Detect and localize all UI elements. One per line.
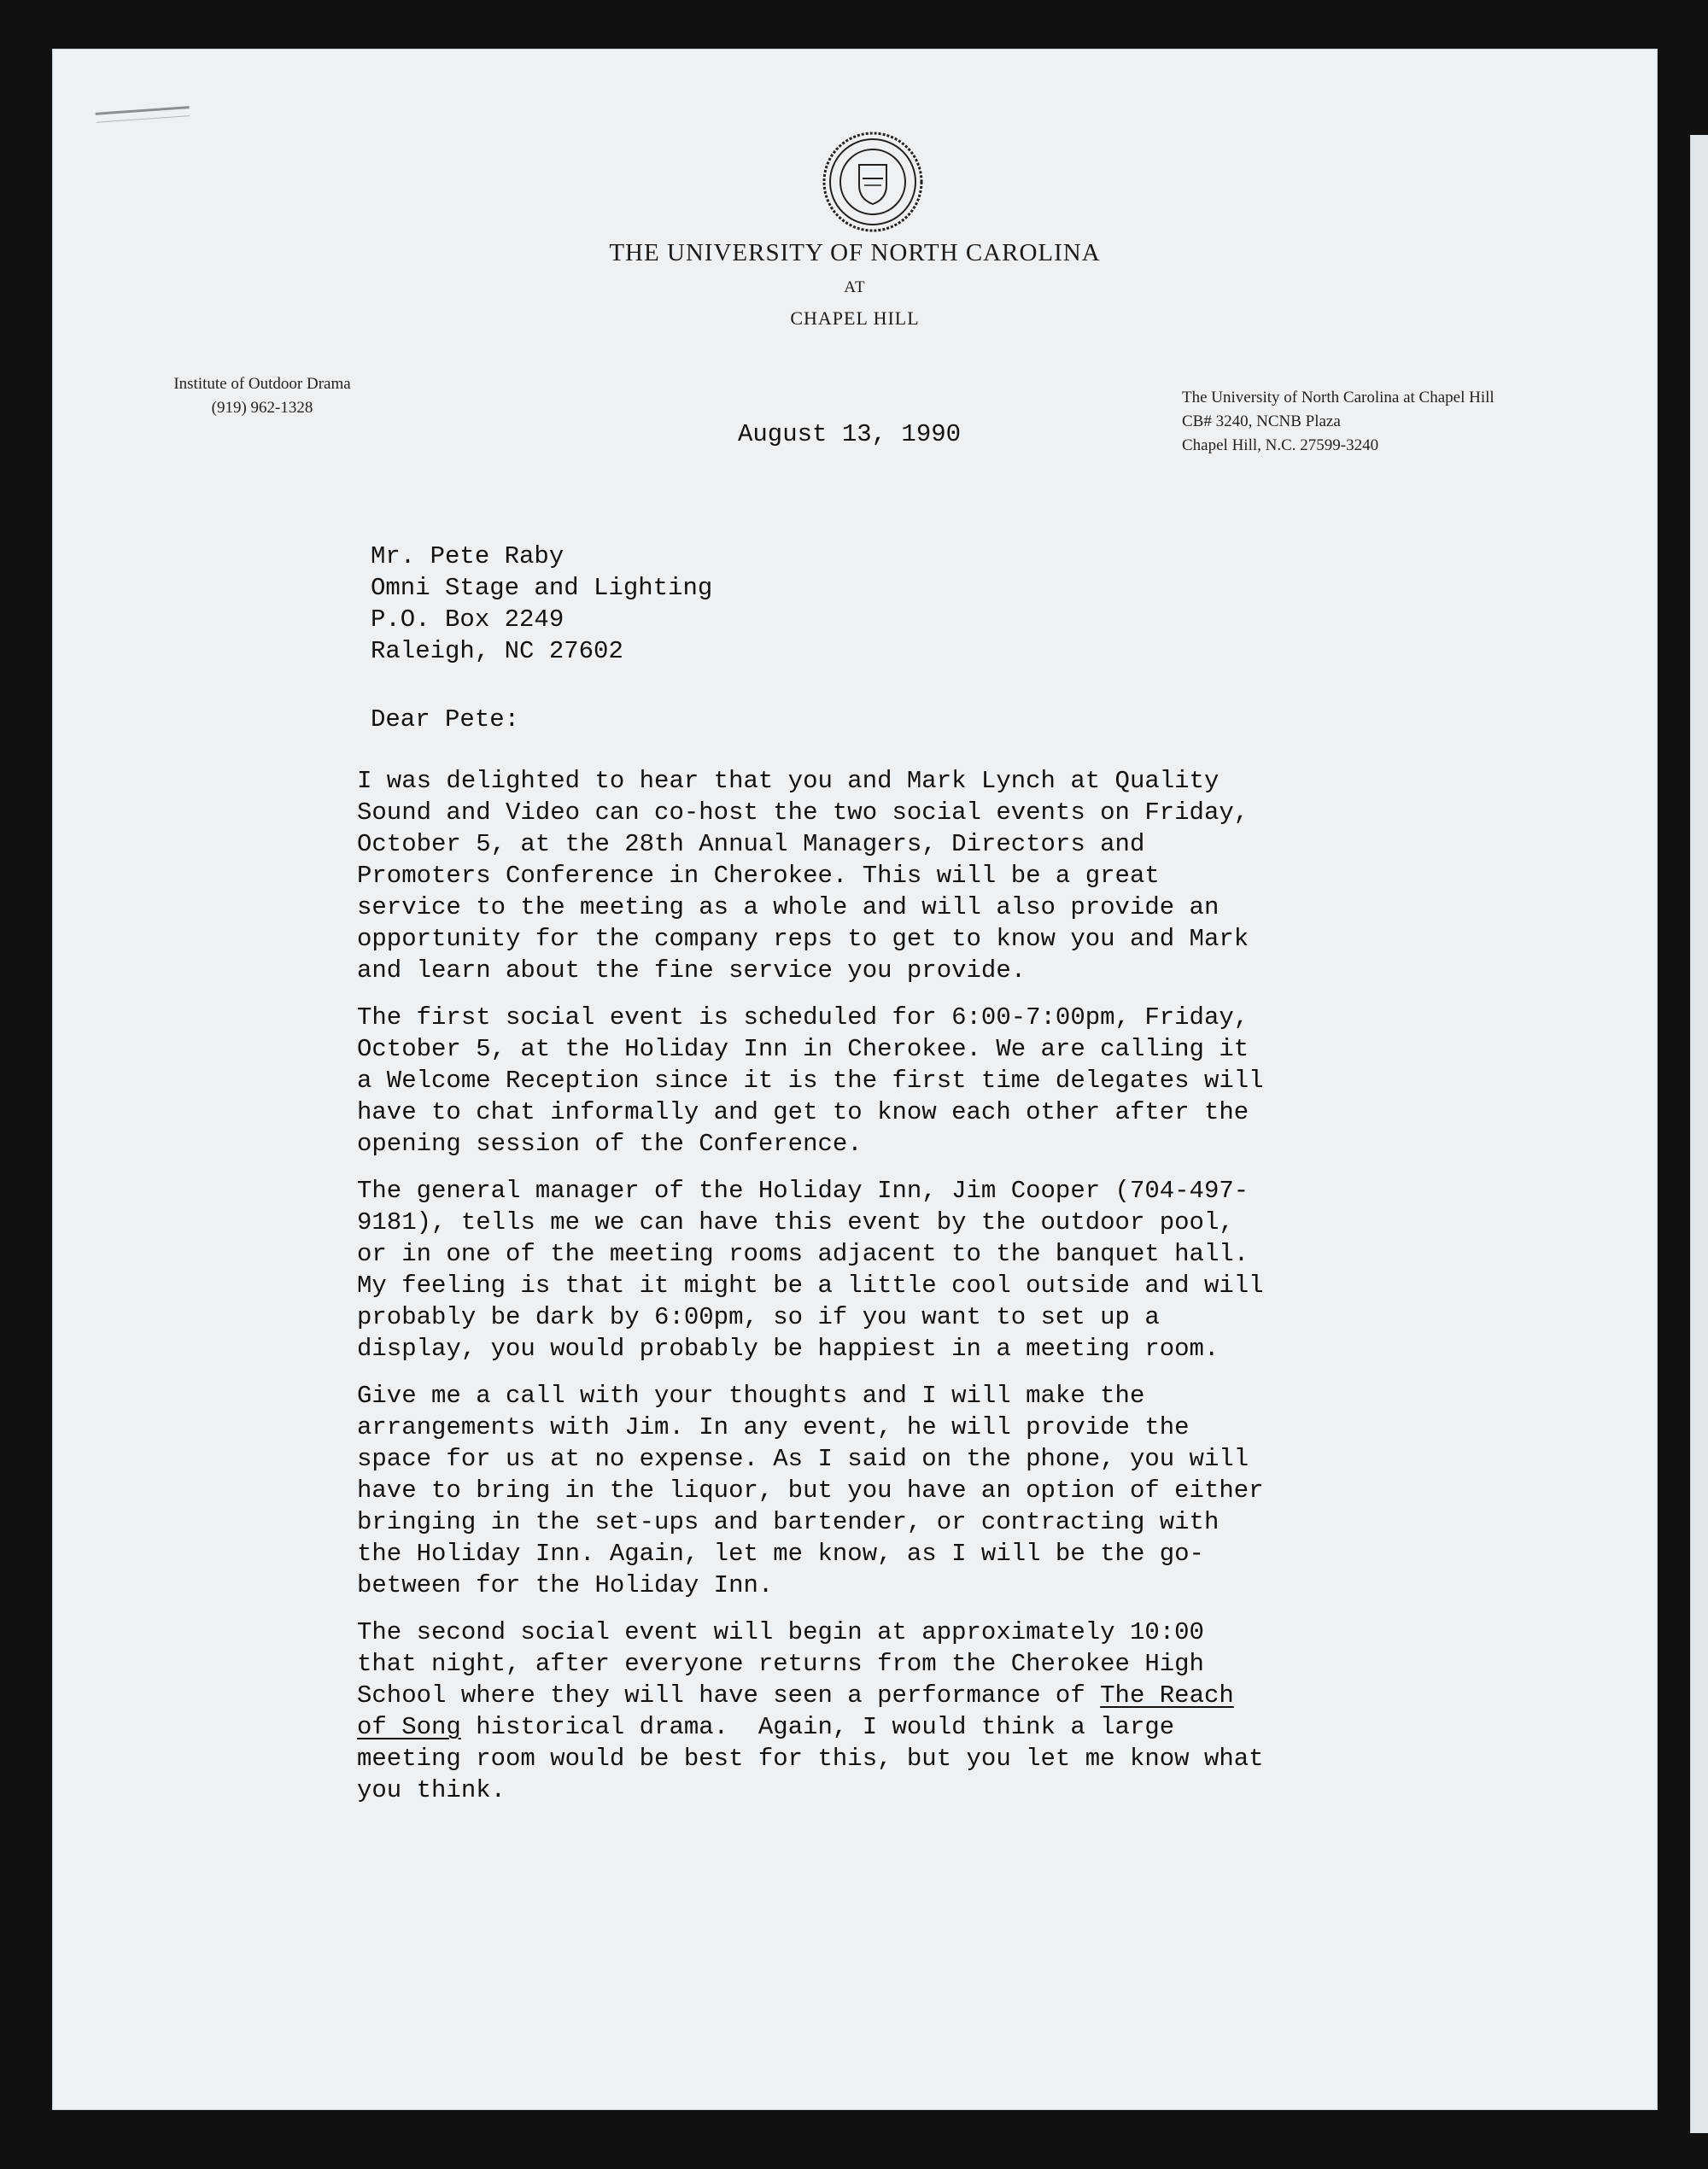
p4-line: arrangements with Jim. In any event, he will provide the: [357, 1413, 1190, 1441]
p4-line: have to bring in the liquor, but you have an option of either: [357, 1476, 1264, 1505]
recipient-address: [371, 541, 712, 667]
university-seal-icon: [822, 131, 924, 233]
p3-line: My feeling is that it might be a little cool outside and will: [357, 1272, 1264, 1300]
p4-line: space for us at no expense. As I said on the phone, you will: [357, 1445, 1249, 1473]
right-address-line1: The University of North Carolina at Chapel Hill: [1182, 389, 1494, 406]
p3-line: display, you would probably be happiest in a meeting room.: [357, 1335, 1220, 1363]
p5-line4-text: historical drama. Again, I would think a large: [460, 1713, 1175, 1741]
paragraph-3: [357, 1175, 1433, 1365]
p2-line: October 5, at the Holiday Inn in Cherokee. We are calling it: [357, 1035, 1249, 1063]
p2-line: opening session of the Conference.: [357, 1130, 863, 1158]
university-at: AT: [844, 278, 866, 296]
recipient-po-box: P.O. Box 2249: [371, 605, 564, 634]
letter-page: [53, 50, 1657, 2109]
p1-line: Promoters Conference in Cherokee. This will be a great: [357, 862, 1160, 890]
p3-line: The general manager of the Holiday Inn, Jim Cooper (704-497-: [357, 1177, 1249, 1205]
p5-line: that night, after everyone returns from the Cherokee High: [357, 1650, 1204, 1678]
paragraph-5: [357, 1617, 1433, 1806]
recipient-name: Mr. Pete Raby: [371, 542, 564, 570]
p5-line: The second social event will begin at approximately 10:00: [357, 1618, 1204, 1646]
left-letterhead-block: [113, 372, 412, 420]
p5-line: [357, 1680, 1433, 1711]
p1-line: I was delighted to hear that you and Mark Lynch at Quality: [357, 767, 1220, 795]
p1-line: Sound and Video can co-host the two social events on Friday,: [357, 798, 1249, 827]
recipient-city: Raleigh, NC 27602: [371, 637, 623, 665]
letter-body: [357, 765, 1433, 1821]
left-phone: (919) 962-1328: [211, 399, 313, 417]
p1-line: service to the meeting as a whole and will also provide an: [357, 893, 1220, 921]
p1-line: October 5, at the 28th Annual Managers, Directors and: [357, 830, 1145, 858]
p4-line: bringing in the set-ups and bartender, or contracting with: [357, 1508, 1220, 1536]
left-department: Institute of Outdoor Drama: [173, 375, 351, 393]
right-letterhead-block: [1182, 386, 1494, 458]
p5-line: you think.: [357, 1776, 506, 1804]
university-name: THE UNIVERSITY OF NORTH CAROLINA: [609, 239, 1101, 266]
recipient-company: Omni Stage and Lighting: [371, 574, 713, 602]
p2-line: The first social event is scheduled for 6:00-7:00pm, Friday,: [357, 1003, 1249, 1032]
drama-title-part2: of Song: [357, 1713, 461, 1741]
p4-line: Give me a call with your thoughts and I will make the: [357, 1382, 1145, 1410]
letter-date: August 13, 1990: [738, 420, 962, 448]
p5-line3-text: School where they will have seen a performance of: [357, 1681, 1101, 1710]
right-address-line3: Chapel Hill, N.C. 27599-3240: [1182, 436, 1379, 454]
paragraph-4: [357, 1380, 1433, 1601]
p3-line: 9181), tells me we can have this event by the outdoor pool,: [357, 1208, 1234, 1237]
university-campus: CHAPEL HILL: [790, 307, 920, 329]
p5-line: [357, 1711, 1433, 1743]
paragraph-1: [357, 765, 1433, 986]
p3-line: or in one of the meeting rooms adjacent to the banquet hall.: [357, 1240, 1249, 1268]
p2-line: a Welcome Reception since it is the first time delegates will: [357, 1067, 1264, 1095]
p1-line: and learn about the fine service you provide.: [357, 956, 1027, 985]
page-edge: [1690, 135, 1708, 2133]
right-address-line2: CB# 3240, NCNB Plaza: [1182, 412, 1341, 430]
salutation: Dear Pete:: [371, 705, 520, 734]
p3-line: probably be dark by 6:00pm, so if you want to set up a: [357, 1303, 1160, 1331]
staple: [96, 106, 190, 123]
drama-title-part1: The Reach: [1100, 1681, 1234, 1710]
p1-line: opportunity for the company reps to get to know you and Mark: [357, 925, 1249, 953]
p2-line: have to chat informally and get to know each other after the: [357, 1098, 1249, 1126]
p4-line: the Holiday Inn. Again, let me know, as I will be the go-: [357, 1540, 1204, 1568]
p5-line: meeting room would be best for this, but you let me know what: [357, 1745, 1264, 1773]
paragraph-2: [357, 1002, 1433, 1160]
p4-line: between for the Holiday Inn.: [357, 1571, 774, 1599]
